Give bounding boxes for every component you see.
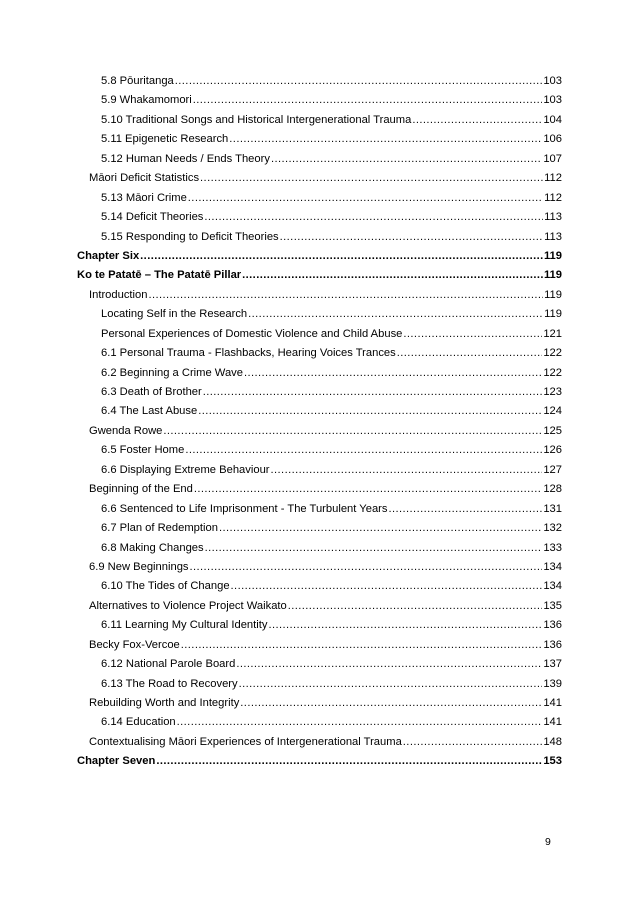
toc-entry-title: Contextualising Māori Experiences of Intergenerational Trauma — [89, 735, 402, 748]
toc-entry-title: Becky Fox-Vercoe — [89, 638, 180, 651]
toc-dot-leader — [140, 247, 543, 266]
toc-entry-page: 127 — [543, 463, 562, 476]
toc-entry — [77, 305, 562, 324]
toc-entry-page: 113 — [544, 230, 562, 243]
toc-dot-leader — [412, 111, 542, 130]
toc-entry-page: 124 — [543, 405, 562, 418]
toc-entry — [77, 558, 562, 577]
toc-dot-leader — [204, 208, 543, 227]
toc-dot-leader — [288, 597, 543, 616]
toc-entry-title: 5.13 Māori Crime — [101, 191, 187, 204]
toc-entry — [77, 422, 562, 441]
toc-dot-leader — [203, 383, 543, 402]
toc-entry-title: 5.11 Epigenetic Research — [101, 133, 229, 146]
toc-entry-title: 6.9 New Beginnings — [89, 560, 189, 573]
toc-entry-page: 131 — [543, 502, 562, 515]
toc-dot-leader — [389, 500, 543, 519]
toc-entry-page: 148 — [543, 735, 562, 748]
toc-entry-title: 5.14 Deficit Theories — [101, 211, 204, 224]
toc-entry — [77, 597, 562, 616]
toc-entry-title: Chapter Seven — [77, 755, 156, 768]
toc-dot-leader — [198, 402, 542, 421]
toc-entry-page: 119 — [544, 288, 562, 301]
toc-dot-leader — [188, 189, 543, 208]
toc-entry-page: 104 — [543, 113, 562, 126]
toc-dot-leader — [236, 655, 542, 674]
toc-entry — [77, 344, 562, 363]
toc-dot-leader — [231, 577, 543, 596]
toc-entry-title: Ko te Patatē – The Patatē Pillar — [77, 269, 242, 282]
toc-entry-page: 103 — [543, 75, 562, 87]
toc-entry-title: Chapter Six — [77, 249, 140, 262]
toc-entry-page: 112 — [544, 191, 562, 204]
toc-dot-leader — [271, 461, 543, 480]
toc-entry-title: 6.12 National Parole Board — [101, 658, 236, 671]
toc-entry-page: 139 — [543, 677, 562, 690]
toc-entry — [77, 461, 562, 480]
toc-entry-page: 134 — [543, 560, 562, 573]
toc-entry-page: 136 — [543, 619, 562, 632]
toc-dot-leader — [181, 636, 543, 655]
toc-entry-title: 6.2 Beginning a Crime Wave — [101, 366, 243, 379]
toc-dot-leader — [403, 325, 542, 344]
toc-entry — [77, 655, 562, 674]
toc-entry-page: 137 — [543, 658, 562, 671]
toc-entry — [77, 325, 562, 344]
toc-dot-leader — [403, 733, 543, 752]
toc-entry — [77, 364, 562, 383]
toc-dot-leader — [205, 539, 543, 558]
toc-entry-page: 132 — [543, 522, 562, 535]
toc-entry-title: 6.11 Learning My Cultural Identity — [101, 619, 268, 632]
toc-dot-leader — [163, 422, 542, 441]
toc-dot-leader — [193, 91, 543, 110]
toc-entry — [77, 130, 562, 149]
toc-dot-leader — [177, 713, 543, 732]
toc-entry-title: 5.9 Whakamomori — [101, 94, 192, 107]
toc-entry-title: 6.4 The Last Abuse — [101, 405, 198, 418]
toc-dot-leader — [397, 344, 543, 363]
toc-entry-page: 128 — [543, 483, 562, 496]
toc-dot-leader — [271, 150, 542, 169]
toc-entry-page: 126 — [543, 444, 562, 457]
toc-entry — [77, 150, 562, 169]
toc-entry-page: 113 — [544, 211, 562, 224]
toc-entry-page: 106 — [543, 133, 562, 146]
toc-entry-title: 6.6 Sentenced to Life Imprisonment - The Turbulent Years — [101, 502, 388, 515]
toc-entry — [77, 91, 562, 110]
page-number: 9 — [545, 836, 551, 848]
toc-entry — [77, 713, 562, 732]
toc-entry-title: Beginning of the End — [89, 483, 193, 496]
toc-dot-leader — [148, 286, 543, 305]
toc-entry-page: 135 — [543, 599, 562, 612]
toc-entry-page: 125 — [543, 424, 562, 437]
toc-chapter-entry — [77, 752, 562, 771]
toc-entry — [77, 208, 562, 227]
toc-entry-page: 122 — [543, 347, 562, 360]
toc-dot-leader — [194, 480, 542, 499]
toc-entry-title: 6.7 Plan of Redemption — [101, 522, 218, 535]
table-of-contents — [77, 72, 562, 772]
toc-entry-title: 6.6 Displaying Extreme Behaviour — [101, 463, 270, 476]
toc-dot-leader — [185, 441, 542, 460]
toc-entry — [77, 636, 562, 655]
toc-entry-page: 141 — [543, 697, 562, 709]
toc-dot-leader — [239, 675, 543, 694]
toc-entry-page: 136 — [543, 638, 562, 651]
toc-entry — [77, 72, 562, 91]
toc-entry-title: 5.10 Traditional Songs and Historical Intergenerational Trauma — [101, 113, 412, 126]
toc-dot-leader — [200, 169, 543, 188]
toc-chapter-entry — [77, 247, 562, 266]
toc-dot-leader — [244, 364, 542, 383]
toc-dot-leader — [240, 694, 542, 713]
toc-entry-title: 6.3 Death of Brother — [101, 386, 202, 398]
toc-dot-leader — [280, 228, 544, 247]
toc-entry — [77, 169, 562, 188]
toc-entry-title: 5.15 Responding to Deficit Theories — [101, 230, 279, 243]
toc-entry — [77, 383, 562, 402]
toc-entry — [77, 616, 562, 635]
toc-entry — [77, 519, 562, 538]
toc-entry-title: 5.12 Human Needs / Ends Theory — [101, 152, 270, 165]
toc-entry-page: 123 — [543, 386, 562, 398]
toc-entry-page: 153 — [543, 755, 562, 768]
toc-entry-title: Introduction — [89, 288, 148, 301]
toc-dot-leader — [175, 72, 543, 91]
toc-entry-page: 119 — [543, 249, 562, 262]
toc-entry-page: 103 — [543, 94, 562, 107]
toc-entry-title: Alternatives to Violence Project Waikato — [89, 599, 287, 612]
toc-entry — [77, 228, 562, 247]
toc-entry-title: Māori Deficit Statistics — [89, 172, 200, 185]
toc-entry — [77, 402, 562, 421]
toc-entry — [77, 694, 562, 713]
toc-entry-title: 6.13 The Road to Recovery — [101, 677, 238, 690]
toc-entry-title: 6.1 Personal Trauma - Flashbacks, Hearing Voices Trances — [101, 347, 396, 360]
toc-entry-title: Personal Experiences of Domestic Violence and Child Abuse — [101, 327, 403, 340]
toc-dot-leader — [242, 266, 543, 285]
toc-entry-title: 6.5 Foster Home — [101, 444, 185, 457]
toc-entry — [77, 500, 562, 519]
toc-entry-title: 5.8 Pōuritanga — [101, 75, 174, 87]
toc-entry — [77, 480, 562, 499]
toc-dot-leader — [190, 558, 543, 577]
toc-dot-leader — [229, 130, 542, 149]
toc-entry — [77, 286, 562, 305]
toc-entry-title: 6.14 Education — [101, 716, 176, 729]
toc-chapter-entry — [77, 266, 562, 285]
toc-entry-title: 6.10 The Tides of Change — [101, 580, 230, 593]
toc-entry-title: Locating Self in the Research — [101, 308, 248, 321]
toc-entry — [77, 577, 562, 596]
toc-entry-title: Gwenda Rowe — [89, 424, 163, 437]
toc-entry-page: 119 — [544, 308, 562, 321]
toc-entry-page: 141 — [543, 716, 562, 729]
toc-dot-leader — [156, 752, 542, 771]
toc-entry-page: 134 — [543, 580, 562, 593]
toc-entry-page: 112 — [544, 172, 562, 185]
toc-entry-page: 121 — [543, 327, 562, 340]
toc-entry — [77, 733, 562, 752]
toc-entry-title: 6.8 Making Changes — [101, 541, 204, 554]
toc-entry-page: 122 — [543, 366, 562, 379]
toc-entry-page: 107 — [543, 152, 562, 165]
toc-entry-page: 133 — [543, 541, 562, 554]
toc-entry — [77, 111, 562, 130]
toc-entry — [77, 539, 562, 558]
toc-entry-title: Rebuilding Worth and Integrity — [89, 697, 240, 709]
toc-entry — [77, 189, 562, 208]
toc-dot-leader — [268, 616, 542, 635]
toc-entry-page: 119 — [543, 269, 562, 282]
toc-dot-leader — [248, 305, 543, 324]
toc-entry — [77, 441, 562, 460]
toc-entry — [77, 675, 562, 694]
toc-dot-leader — [219, 519, 542, 538]
